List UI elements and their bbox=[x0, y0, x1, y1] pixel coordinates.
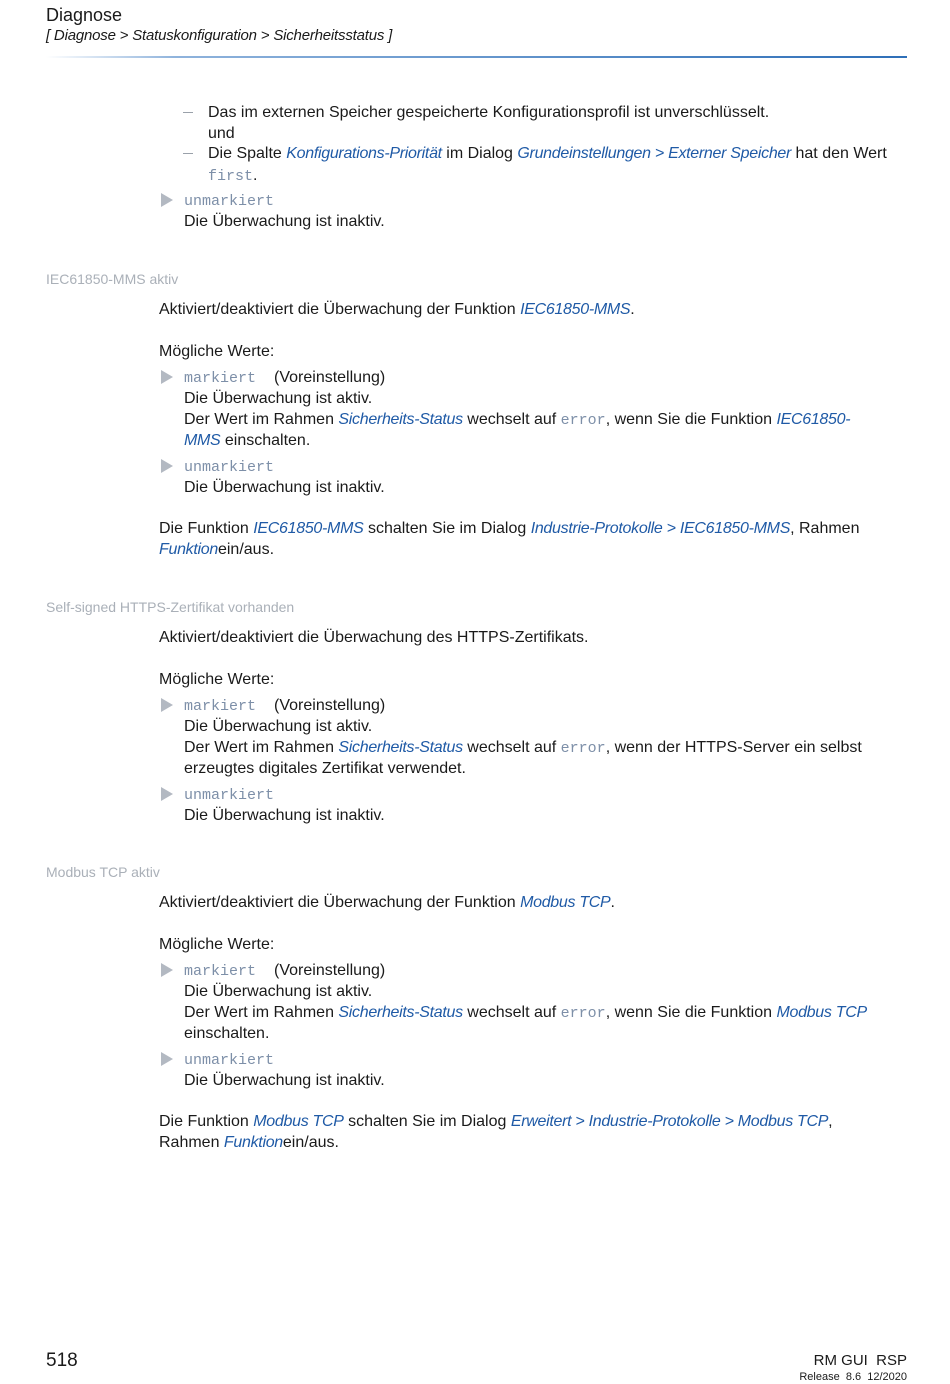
link-modbus-tcp[interactable]: Modbus TCP bbox=[520, 894, 611, 911]
link-funktion[interactable]: Funktion bbox=[159, 541, 218, 558]
intro-unmarked-text: Die Überwachung ist inaktiv. bbox=[184, 213, 385, 230]
iec-unmarked-value: unmarkiert bbox=[184, 459, 275, 476]
modbus-unmarked-value: unmarkiert bbox=[184, 1052, 275, 1069]
modbus-frame-text: Der Wert im Rahmen Sicherheits-Status wechselt auf error, wenn Sie die Funktion Modbus TCP bbox=[184, 1004, 867, 1022]
https-possible-values-label: Mögliche Werte: bbox=[159, 671, 275, 688]
bullet-arrow-icon bbox=[161, 193, 173, 207]
link-modbus-tcp[interactable]: Modbus TCP bbox=[253, 1113, 344, 1130]
iec-note: Die Funktion IEC61850-MMS schalten Sie im Dialog Industrie-Protokolle > IEC61850-MMS, Rahmen bbox=[159, 520, 860, 537]
modbus-marked-text: Die Überwachung ist aktiv. bbox=[184, 983, 373, 1000]
bullet-arrow-icon bbox=[161, 1052, 173, 1066]
bullet-arrow-icon bbox=[161, 370, 173, 384]
modbus-frame-text-line2: einschalten. bbox=[184, 1025, 270, 1042]
link-modbus-tcp[interactable]: Modbus TCP bbox=[776, 1004, 867, 1021]
link-iec61850-mms[interactable]: IEC61850- bbox=[776, 411, 851, 428]
link-iec61850-mms[interactable]: IEC61850-MMS bbox=[253, 520, 364, 537]
breadcrumb: [ Diagnose > Statuskonfiguration > Sicherheitsstatus ] bbox=[46, 27, 393, 44]
section-heading-iec61850: IEC61850-MMS aktiv bbox=[46, 271, 179, 287]
https-unmarked-text: Die Überwachung ist inaktiv. bbox=[184, 807, 385, 824]
link-industrie-protokolle-iec61850[interactable]: Industrie-Protokolle > IEC61850-MMS bbox=[530, 520, 791, 537]
modbus-note-line2: Rahmen Funktionein/aus. bbox=[159, 1134, 339, 1151]
modbus-marked-option: markiert (Voreinstellung) bbox=[184, 962, 386, 980]
iec-marked-text: Die Überwachung ist aktiv. bbox=[184, 390, 373, 407]
bullet-arrow-icon bbox=[161, 459, 173, 473]
iec-marked-option: markiert (Voreinstellung) bbox=[184, 369, 386, 387]
link-sicherheits-status[interactable]: Sicherheits-Status bbox=[338, 1004, 463, 1021]
https-frame-text: Der Wert im Rahmen Sicherheits-Status wechselt auf error, wenn der HTTPS-Server ein selbst bbox=[184, 739, 862, 757]
footer-release: Release 8.6 12/2020 bbox=[799, 1371, 907, 1383]
link-sicherheits-status[interactable]: Sicherheits-Status bbox=[338, 411, 463, 428]
iec-unmarked-text: Die Überwachung ist inaktiv. bbox=[184, 479, 385, 496]
iec-possible-values-label: Mögliche Werte: bbox=[159, 343, 275, 360]
modbus-unmarked-text: Die Überwachung ist inaktiv. bbox=[184, 1072, 385, 1089]
dash-marker bbox=[183, 153, 193, 154]
https-description: Aktiviert/deaktiviert die Überwachung des HTTPS-Zertifikats. bbox=[159, 629, 589, 646]
bullet-arrow-icon bbox=[161, 963, 173, 977]
link-iec61850-mms[interactable]: IEC61850-MMS bbox=[520, 301, 631, 318]
intro-and: und bbox=[208, 125, 235, 142]
bullet-arrow-icon bbox=[161, 787, 173, 801]
iec-frame-text-line2: MMS einschalten. bbox=[184, 432, 311, 449]
modbus-note: Die Funktion Modbus TCP schalten Sie im Dialog Erweitert > Industrie-Protokolle > Modbus TCP, bbox=[159, 1113, 833, 1130]
link-grundeinstellungen-externer-speicher[interactable]: Grundeinstellungen > Externer Speicher bbox=[517, 145, 792, 162]
link-funktion[interactable]: Funktion bbox=[223, 1134, 283, 1151]
link-konfigurations-prioritaet[interactable]: Konfigurations-Priorität bbox=[286, 145, 442, 162]
link-erweitert-industrie-protokolle-modbus[interactable]: Erweitert > Industrie-Protokolle > Modbus TCP bbox=[510, 1113, 829, 1130]
header-rule bbox=[46, 56, 907, 58]
bullet-arrow-icon bbox=[161, 698, 173, 712]
modbus-description: Aktiviert/deaktiviert die Überwachung der Funktion Modbus TCP. bbox=[159, 894, 615, 911]
modbus-possible-values-label: Mögliche Werte: bbox=[159, 936, 275, 953]
footer-product: RM GUI RSP bbox=[813, 1352, 907, 1369]
https-marked-text: Die Überwachung ist aktiv. bbox=[184, 718, 373, 735]
dash-marker bbox=[183, 112, 193, 113]
intro-first-value: first. bbox=[208, 167, 258, 185]
intro-dash-item-1: Das im externen Speicher gespeicherte Konfigurationsprofil ist unverschlüsselt. bbox=[208, 104, 770, 121]
https-marked-option: markiert (Voreinstellung) bbox=[184, 697, 386, 715]
page-title: Diagnose bbox=[46, 5, 123, 25]
intro-dash-item-2: Die Spalte Konfigurations-Priorität im Dialog Grundeinstellungen > Externer Speicher hat den Wert bbox=[208, 145, 887, 162]
iec-frame-text: Der Wert im Rahmen Sicherheits-Status wechselt auf error, wenn Sie die Funktion IEC61850- bbox=[184, 411, 851, 429]
iec-note-line2: Funktionein/aus. bbox=[159, 541, 275, 558]
iec-description: Aktiviert/deaktiviert die Überwachung der Funktion IEC61850-MMS. bbox=[159, 301, 635, 318]
link-iec61850-mms[interactable]: MMS bbox=[184, 432, 221, 449]
page-number: 518 bbox=[46, 1350, 78, 1371]
https-frame-text-line2: erzeugtes digitales Zertifikat verwendet. bbox=[184, 760, 466, 777]
section-heading-https-certificate: Self-signed HTTPS-Zertifikat vorhanden bbox=[46, 599, 295, 615]
intro-unmarked-value: unmarkiert bbox=[184, 193, 275, 210]
section-heading-modbus-tcp: Modbus TCP aktiv bbox=[46, 864, 160, 880]
link-sicherheits-status[interactable]: Sicherheits-Status bbox=[338, 739, 463, 756]
https-unmarked-value: unmarkiert bbox=[184, 787, 275, 804]
